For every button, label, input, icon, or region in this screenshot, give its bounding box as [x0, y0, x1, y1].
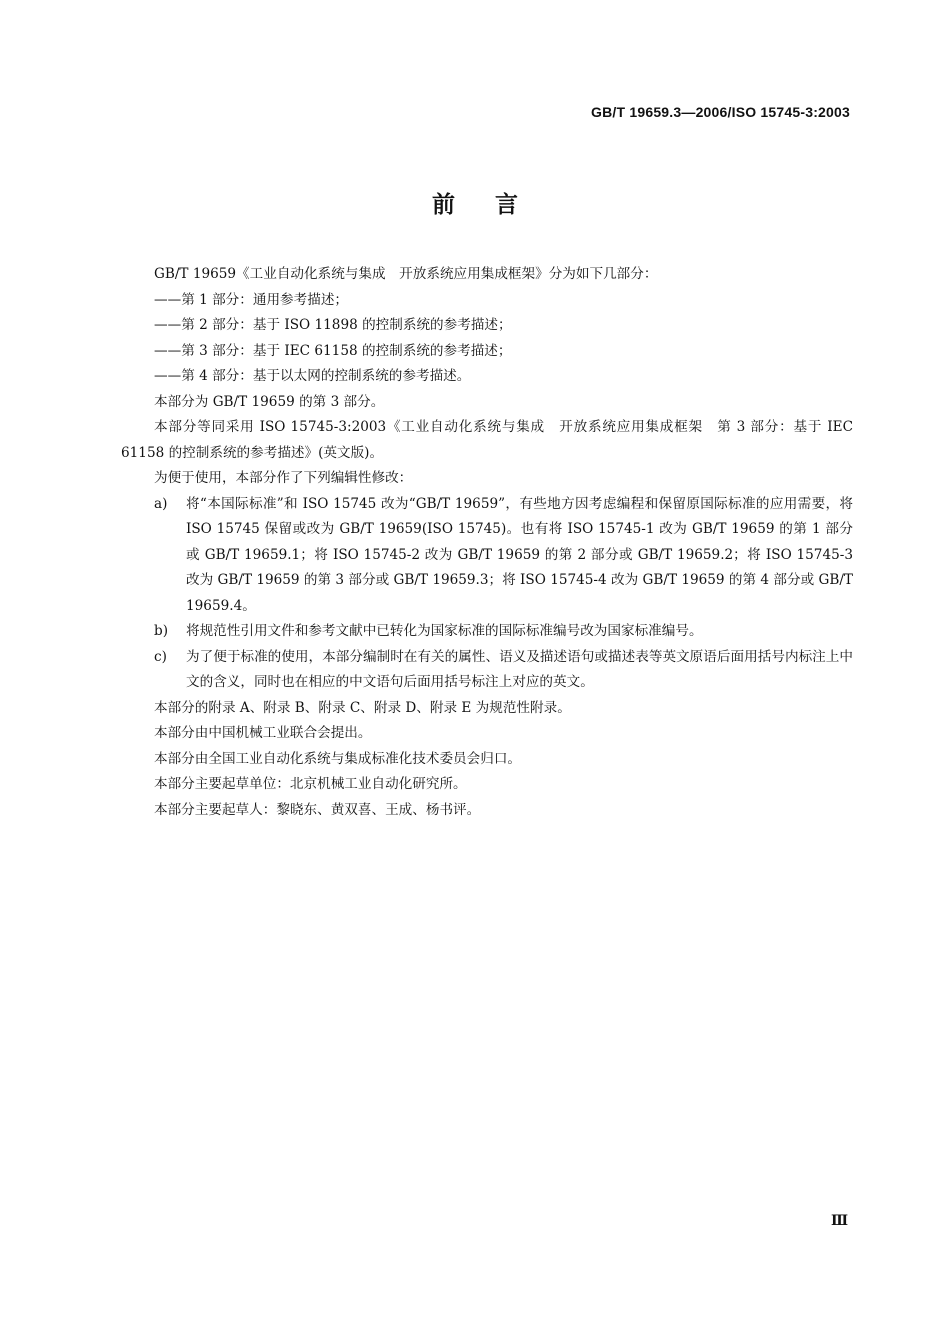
- proposed-paragraph: 本部分由中国机械工业联合会提出。: [154, 725, 372, 741]
- list-item-text: 为了便于标准的使用，本部分编制时在有关的属性、语义及描述语句或描述表等英文原语后面用括号内标注上中文的含义，同时也在相应的中文语句后面用括号标注上对应的英文。: [186, 648, 853, 690]
- list-item: [121, 645, 853, 696]
- edits-intro-paragraph: 为便于使用，本部分作了下列编辑性修改：: [154, 470, 413, 486]
- part-3-line: ——第 3 部分：基于 IEC 61158 的控制系统的参考描述；: [154, 342, 512, 359]
- list-item-mark: c): [154, 648, 167, 665]
- list-item: [121, 492, 853, 620]
- title-char-1: 前: [432, 192, 455, 218]
- part-1-line: ——第 1 部分：通用参考描述；: [154, 291, 349, 308]
- title-char-2: 言: [495, 192, 518, 218]
- intro-paragraph: GB/T 19659《工业自动化系统与集成 开放系统应用集成框架》分为如下几部分：: [154, 266, 658, 282]
- drafting-unit-paragraph: 本部分主要起草单位：北京机械工业自动化研究所。: [154, 776, 467, 792]
- list-item: [121, 619, 853, 645]
- this-part-paragraph: 本部分为 GB/T 19659 的第 3 部分。: [154, 393, 385, 410]
- part-4-line: ——第 4 部分：基于以太网的控制系统的参考描述。: [154, 368, 471, 384]
- drafters-paragraph: 本部分主要起草人：黎晓东、黄双喜、王成、杨书评。: [154, 801, 481, 818]
- committee-paragraph: 本部分由全国工业自动化系统与集成标准化技术委员会归口。: [154, 750, 522, 767]
- edits-list: [121, 492, 853, 696]
- list-item-mark: b): [154, 623, 169, 639]
- list-item-mark: a): [154, 495, 168, 512]
- part-2-line: ——第 2 部分：基于 ISO 11898 的控制系统的参考描述；: [154, 317, 512, 333]
- appendix-paragraph: 本部分的附录 A、附录 B、附录 C、附录 D、附录 E 为规范性附录。: [154, 699, 571, 716]
- list-item-text: 将规范性引用文件和参考文献中已转化为国家标准的国际标准编号改为国家标准编号。: [186, 623, 703, 639]
- document-code: GB/T 19659.3—2006/ISO 15745-3:2003: [591, 104, 850, 120]
- list-item-text: 将“本国际标准”和 ISO 15745 改为“GB/T 19659”，有些地方因考虑编程和保留原国际标准的应用需要，将 ISO 15745 保留或改为 GB/T 19659(ISO 15745)。也有将 ISO 15745-1 改为 GB/T 19659 的第 1 部分或 GB/T 19659.1；将 ISO 15745-2 改为 GB/T 19659 的第 2 部分或 GB/T 19659.2；将 ISO 15745-3 改为 GB/T 19659 的第 3 部分或 GB/T 19659.3；将 ISO 15745-4 改为 GB/T 19659 的第 4 部分或 GB/T 19659.4。: [186, 495, 853, 614]
- foreword-body: [121, 262, 853, 823]
- equivalent-paragraph: 本部分等同采用 ISO 15745-3:2003《工业自动化系统与集成 开放系统应用集成框架 第 3 部分：基于 IEC 61158 的控制系统的参考描述》(英文版)。: [121, 419, 853, 461]
- page-title: [0, 186, 950, 219]
- page-number: Ⅲ: [830, 1213, 848, 1229]
